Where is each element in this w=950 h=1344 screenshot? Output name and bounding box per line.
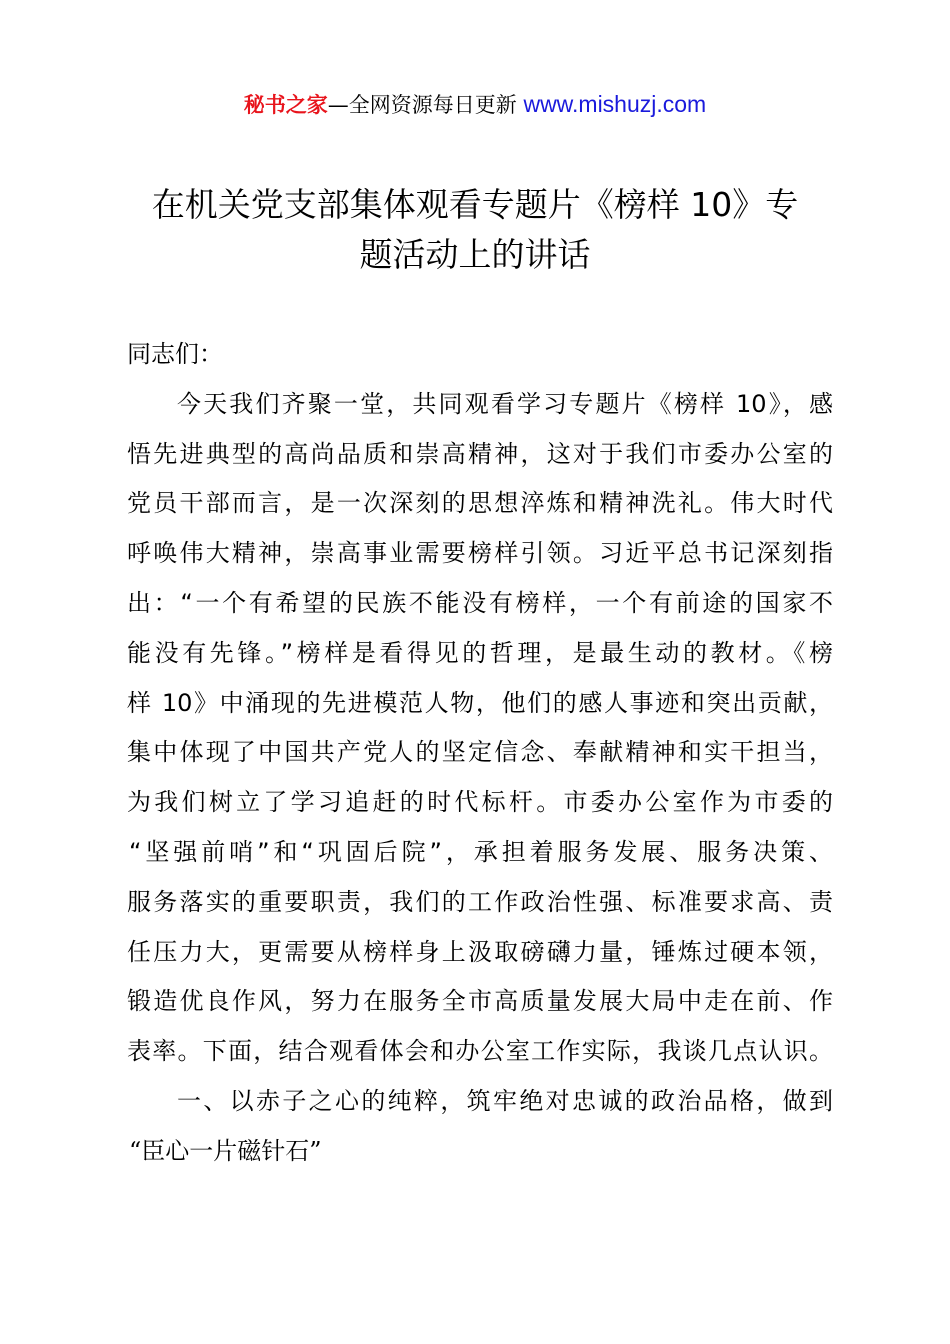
paragraph-line: 出：“一个有希望的民族不能没有榜样，一个有前途的国家不 <box>127 588 833 617</box>
site-banner <box>0 88 950 121</box>
paragraph-line: 悟先进典型的高尚品质和崇高精神，这对于我们市委办公室的 <box>127 439 833 468</box>
salutation: 同志们： <box>127 340 223 368</box>
banner-slogan: —全网资源每日更新 <box>327 93 517 117</box>
heading-line: “臣心一片磁针石” <box>129 1136 322 1165</box>
paragraph <box>127 380 833 1077</box>
paragraph-line: 党员干部而言，是一次深刻的思想淬炼和精神洗礼。伟大时代 <box>127 489 833 518</box>
paragraph-line: 为我们树立了学习追赶的时代标杆。市委办公室作为市委的 <box>127 788 833 817</box>
brand-name: 秘书之家 <box>243 93 328 117</box>
paragraph-line: 能没有先锋。”榜样是看得见的哲理，是最生动的教材。《榜 <box>127 638 833 667</box>
title-line: 在机关党支部集体观看专题片《榜样 10》专 <box>151 185 799 224</box>
paragraph-line: 今天我们齐聚一堂，共同观看学习专题片《榜样 10》，感 <box>177 389 833 418</box>
paragraph-line: 表率。下面，结合观看体会和办公室工作实际，我谈几点认识。 <box>127 1037 833 1066</box>
paragraph-line: 样 10》中涌现的先进模范人物，他们的感人事迹和突出贡献， <box>127 688 833 717</box>
paragraph-line: “坚强前哨”和“巩固后院”，承担着服务发展、服务决策、 <box>129 837 833 866</box>
paragraph-line: 集中体现了中国共产党人的坚定信念、奉献精神和实干担当， <box>127 738 833 767</box>
section-heading <box>127 1077 833 1177</box>
paragraph-line: 服务落实的重要职责，我们的工作政治性强、标准要求高、责 <box>127 887 833 916</box>
title-line: 题活动上的讲话 <box>359 235 591 274</box>
document-body <box>127 330 833 1177</box>
paragraph-line: 锻造优良作风，努力在服务全市高质量发展大局中走在前、作 <box>127 987 833 1016</box>
site-url-link[interactable]: www.mishuzj.com <box>523 91 707 117</box>
document-title <box>0 180 950 280</box>
paragraph-line: 呼唤伟大精神，崇高事业需要榜样引领。习近平总书记深刻指 <box>127 539 833 568</box>
heading-line: 一、以赤子之心的纯粹，筑牢绝对忠诚的政治品格，做到 <box>177 1086 833 1115</box>
paragraph-line: 任压力大，更需要从榜样身上汲取磅礴力量，锤炼过硬本领， <box>127 937 833 966</box>
